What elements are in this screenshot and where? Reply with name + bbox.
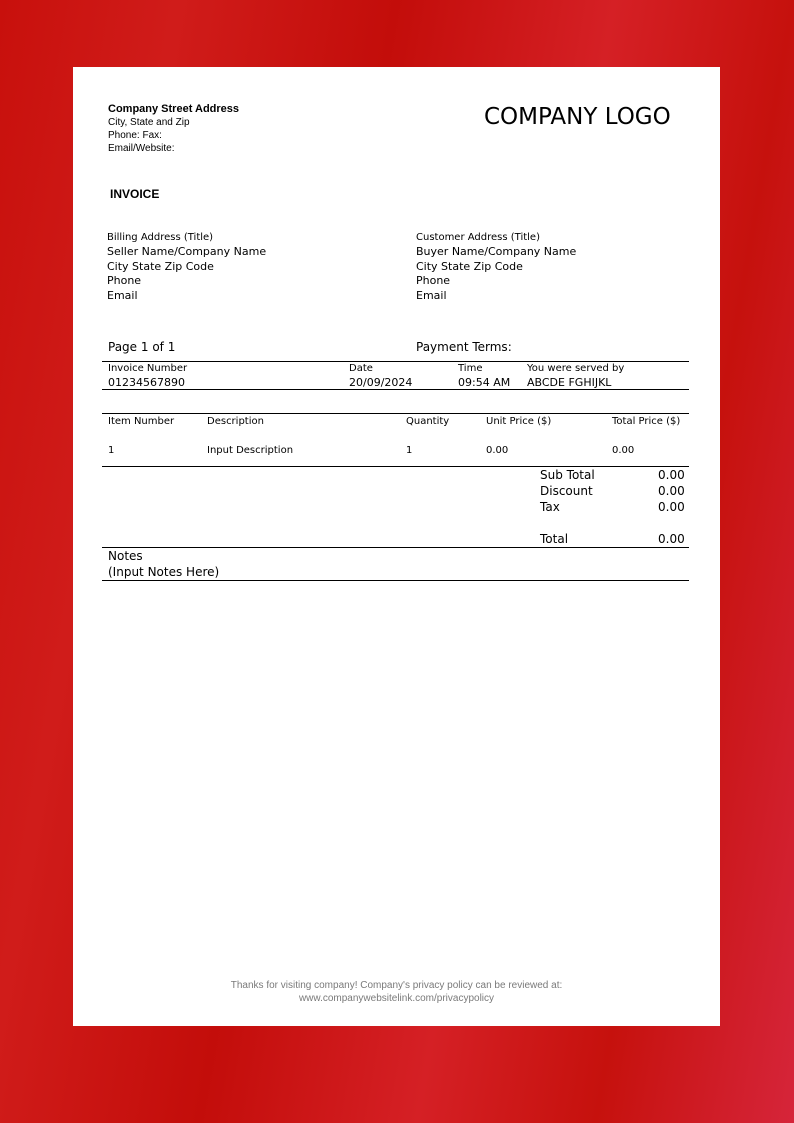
served-by-value: ABCDE FGHIJKL: [527, 376, 612, 389]
meta-bottom-rule: [102, 389, 689, 390]
row-total-price: 0.00: [612, 445, 635, 456]
row-quantity: 1: [406, 445, 413, 456]
billing-city: City State Zip Code: [107, 260, 214, 273]
footer-privacy-link[interactable]: www.companywebsitelink.com/privacypolicy: [298, 993, 495, 1004]
date-label: Date: [349, 363, 373, 374]
tax-label: Tax: [540, 500, 560, 514]
company-street: Company Street Address: [108, 103, 240, 115]
tax-value: 0.00: [658, 500, 685, 514]
header-description: Description: [207, 416, 264, 427]
discount-label: Discount: [540, 484, 593, 498]
company-logo: COMPANY LOGO: [484, 104, 671, 130]
time-value: 09:54 AM: [458, 376, 511, 389]
invoice-number-value: 01234567890: [108, 376, 185, 389]
header-unit-price: Unit Price ($): [486, 416, 552, 427]
footer-privacy-text: Thanks for visiting company! Company's privacy policy can be reviewed at:: [230, 980, 563, 991]
time-label: Time: [458, 363, 483, 374]
invoice-number-label: Invoice Number: [108, 363, 188, 374]
row-unit-price: 0.00: [486, 445, 509, 456]
subtotal-label: Sub Total: [540, 468, 595, 482]
notes-label: Notes: [108, 549, 143, 563]
served-by-label: You were served by: [527, 363, 625, 374]
discount-value: 0.00: [658, 484, 685, 498]
invoice-sheet: [73, 67, 720, 1026]
row-item-number: 1: [108, 445, 115, 456]
company-email-website: Email/Website:: [108, 143, 175, 154]
customer-email: Email: [416, 289, 447, 302]
meta-top-rule: [102, 361, 689, 362]
items-top-rule: [102, 413, 689, 414]
notes-text: (Input Notes Here): [108, 565, 220, 579]
header-total-price: Total Price ($): [612, 416, 681, 427]
items-bottom-rule: [102, 466, 689, 467]
customer-name: Buyer Name/Company Name: [416, 245, 577, 258]
subtotal-value: 0.00: [658, 468, 685, 482]
header-quantity: Quantity: [406, 416, 450, 427]
billing-phone: Phone: [107, 274, 142, 287]
notes-bottom-rule: [102, 580, 689, 581]
billing-title: Billing Address (Title): [107, 232, 214, 243]
payment-terms-label: Payment Terms:: [416, 340, 512, 354]
page-number: Page 1 of 1: [108, 340, 176, 354]
company-city: City, State and Zip: [108, 117, 190, 128]
date-value: 20/09/2024: [349, 376, 413, 389]
customer-phone: Phone: [416, 274, 451, 287]
row-description: Input Description: [207, 445, 294, 456]
billing-name: Seller Name/Company Name: [107, 245, 267, 258]
company-phone-fax: Phone: Fax:: [108, 130, 162, 141]
invoice-title: INVOICE: [110, 187, 160, 201]
billing-email: Email: [107, 289, 138, 302]
customer-city: City State Zip Code: [416, 260, 523, 273]
total-label: Total: [540, 532, 569, 546]
totals-bottom-rule: [102, 547, 689, 548]
total-value: 0.00: [658, 532, 685, 546]
customer-title: Customer Address (Title): [416, 232, 540, 243]
header-item-number: Item Number: [108, 416, 175, 427]
